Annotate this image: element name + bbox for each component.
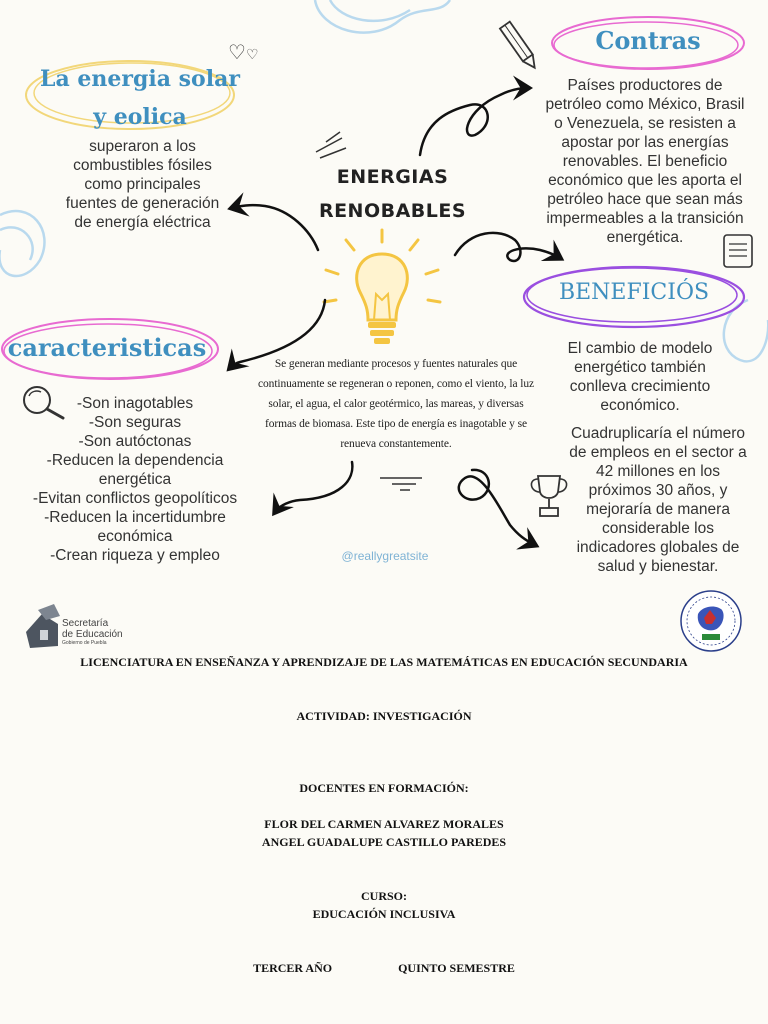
contras-heading: Contras — [595, 26, 701, 55]
caracteristicas-line: -Reducen la dependencia — [46, 452, 224, 469]
sep-logo-line1: Secretaría — [62, 618, 109, 629]
school-seal-icon — [676, 588, 746, 654]
beneficios-line: indicadores globales de — [576, 539, 740, 556]
curso-value: EDUCACIÓN INCLUSIVA — [312, 907, 456, 921]
beneficios-heading: BENEFICIÓS — [558, 280, 710, 305]
solar-heading-line2: y eolica — [93, 104, 187, 130]
caracteristicas-line: -Son autóctonas — [78, 433, 192, 450]
caracteristicas-heading: caracteristicas — [7, 333, 207, 362]
curso-label: CURSO: — [360, 889, 407, 903]
arrow-to-caracteristicas — [230, 300, 325, 368]
beneficios-line: energético también — [574, 359, 706, 376]
sep-logo-mark-icon — [18, 602, 62, 650]
beneficios-line: Cuadruplicaría el número — [570, 425, 746, 442]
beneficios-line: de empleos en el sector a — [569, 444, 747, 461]
beneficios-line: económico. — [600, 397, 680, 414]
sep-logo-line3: Gobierno de Puebla — [62, 640, 107, 646]
arrow-to-contras — [420, 88, 528, 155]
arrow-bottom-left — [275, 462, 352, 512]
caracteristicas-line: -Crean riqueza y empleo — [50, 547, 220, 564]
beneficios-line: salud y bienestar. — [597, 558, 719, 575]
contras-line: o Venezuela, se resisten a — [554, 115, 736, 132]
solar-line: como principales — [84, 176, 201, 193]
solar-line: combustibles fósiles — [73, 157, 212, 174]
program-title: LICENCIATURA EN ENSEÑANZA Y APRENDIZAJE DE LAS MATEMÁTICAS EN EDUCACIÓN SECUNDARIA — [80, 655, 688, 669]
caracteristicas-line: -Evitan conflictos geopolíticos — [32, 490, 238, 507]
contras-line: petróleo como México, Brasil — [545, 96, 745, 113]
watermark: @reallygreatsite — [341, 549, 429, 563]
caracteristicas-line: -Son inagotables — [76, 395, 194, 412]
contras-line: apostar por las energías — [561, 134, 729, 151]
activity-label: ACTIVIDAD: INVESTIGACIÓN — [296, 709, 472, 723]
center-title-line2: RENOBABLES — [318, 200, 467, 222]
caracteristicas-line: energética — [98, 471, 172, 488]
arrow-to-solar — [232, 205, 318, 250]
contras-line: petróleo hace que sean más — [547, 191, 743, 208]
contras-line: Países productores de — [567, 77, 723, 94]
docente-1: FLOR DEL CARMEN ALVAREZ MORALES — [264, 817, 504, 831]
center-description: Se generan mediante procesos y fuentes naturales que continuamente se regeneran o reponen, como el viento, la luz solar, el agua, el calor geotérmico, las mareas, y diversas formas de biomasa. Este tipo de energía es inagotable y se renueva constantemente. — [258, 358, 534, 450]
beneficios-line: El cambio de modelo — [567, 340, 713, 357]
solar-heading-line1: La energia solar — [40, 66, 240, 92]
arrow-to-beneficios — [455, 233, 560, 261]
caracteristicas-line: -Reducen la incertidumbre — [44, 509, 226, 526]
center-title-line1: ENERGIAS — [336, 166, 449, 188]
contras-line: económico que les aporta el — [548, 172, 742, 189]
beneficios-line: considerable los — [601, 520, 714, 537]
caracteristicas-line: -Son seguras — [88, 414, 182, 431]
solar-line: fuentes de generación — [65, 195, 220, 212]
sep-logo-line2: de Educación — [62, 629, 123, 640]
solar-line: de energía eléctrica — [74, 214, 211, 231]
docente-2: ANGEL GUADALUPE CASTILLO PAREDES — [261, 835, 507, 849]
arrow-bottom-right — [459, 470, 535, 545]
beneficios-line: próximos 30 años, y — [588, 482, 728, 499]
contras-line: energética. — [606, 229, 684, 246]
hearts-icon: ♡♡ — [228, 42, 259, 64]
solar-line: superaron a los — [89, 138, 196, 155]
contras-line: impermeables a la transición — [546, 210, 744, 227]
semester-label: QUINTO SEMESTRE — [398, 961, 515, 975]
beneficios-line: conlleva crecimiento — [569, 378, 711, 395]
beneficios-line: 42 millones en los — [595, 463, 721, 480]
sep-logo — [18, 602, 128, 652]
year-label: TERCER AÑO — [253, 961, 333, 975]
caracteristicas-line: económica — [97, 528, 173, 545]
beneficios-line: mejoraría de manera — [586, 501, 730, 518]
contras-line: renovables. El beneficio — [562, 153, 728, 170]
docentes-label: DOCENTES EN FORMACIÓN: — [299, 781, 469, 795]
